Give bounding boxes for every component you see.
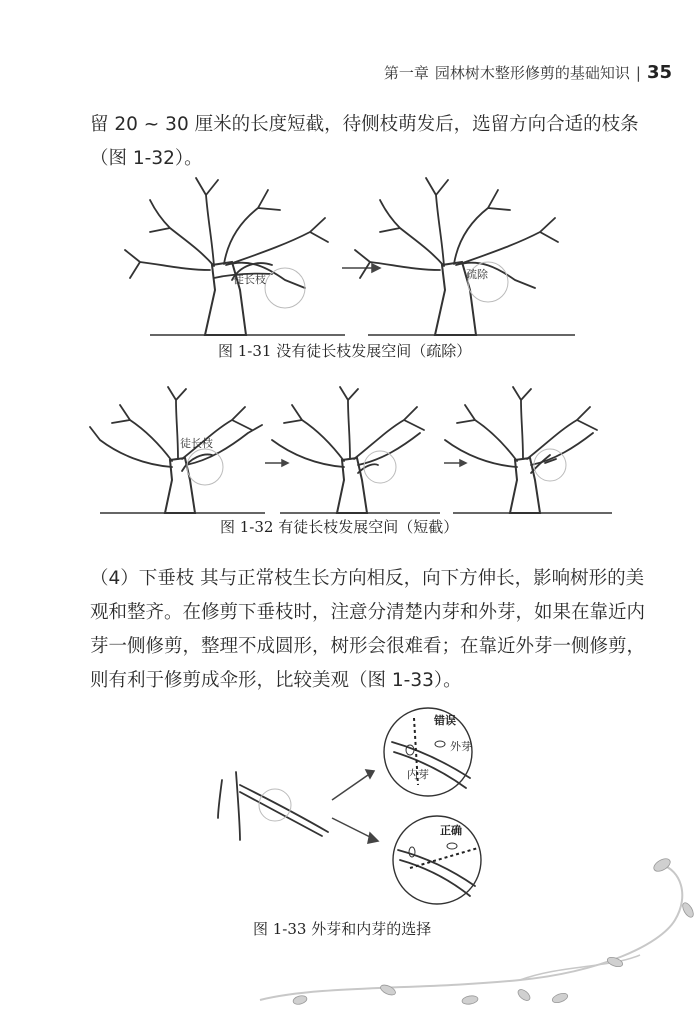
header-separator: |: [635, 64, 641, 82]
tree-a: [90, 387, 265, 513]
page-number: 35: [646, 62, 672, 83]
label-remove: 疏除: [466, 268, 488, 281]
arrow-1: [342, 264, 380, 272]
figure-1-31: [0, 170, 700, 340]
tree-with-water-sprout: [125, 178, 345, 335]
chapter-label: 第一章: [383, 64, 429, 82]
figure-1-33-caption: 图 1-33 外芽和内芽的选择: [253, 920, 432, 938]
body-paragraph-1: 留 20 ~ 30 厘米的长度短截，待侧枝萌发后，选留方向合适的枝条（图 1-32）。: [90, 114, 639, 169]
detail-wrong: [384, 708, 472, 796]
figure-1-32-caption: 图 1-32 有徒长枝发展空间（短截）: [220, 518, 459, 536]
body-paragraph-2: （4）下垂枝 其与正常枝生长方向相反，向下方伸长，影响树形的美观和整齐。在修剪下垂枝时，注意分清楚内芽和外芽，如果在靠近内芽一侧修剪，整理不成圆形，树形会很难看；在靠近外芽一侧修剪，则有利于修剪成伞形，比较美观（图 1-33）。: [90, 568, 646, 691]
decorative-vine: [0, 850, 700, 1015]
running-header: [384, 62, 672, 83]
chapter-title: 园林树木整形修剪的基础知识: [434, 64, 630, 82]
label-water-sprout-2: 徒长枝: [180, 437, 213, 450]
arrows-fig33: [332, 770, 378, 843]
figure-1-32: [0, 385, 700, 520]
tree-thinned: [355, 178, 575, 335]
drooping-branch: [218, 772, 328, 840]
arrow-2: [265, 460, 288, 466]
tree-c: [445, 387, 612, 513]
figure-1-31-caption: 图 1-31 没有徒长枝发展空间（疏除）: [218, 342, 472, 360]
tree-b: [272, 387, 440, 513]
label-outer-bud: 外芽: [450, 740, 472, 753]
label-inner-bud: 内芽: [407, 768, 429, 781]
label-water-sprout: 徒长枝: [233, 273, 266, 286]
arrow-3: [444, 460, 466, 466]
label-wrong: 错误: [434, 714, 456, 727]
label-right: 正确: [440, 824, 462, 837]
